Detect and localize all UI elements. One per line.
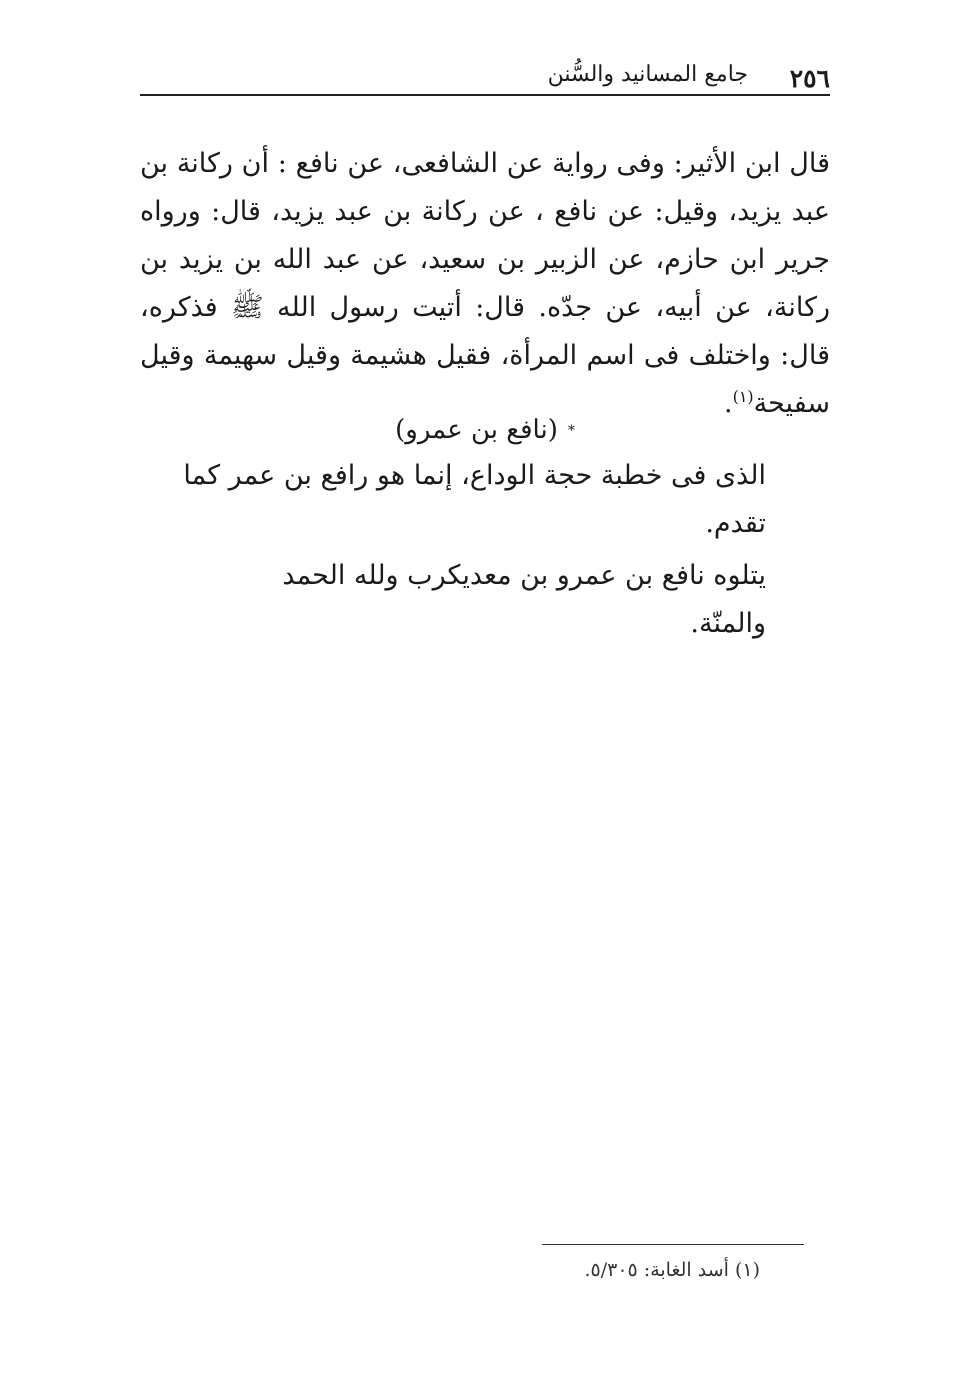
footnote-rule (542, 1244, 804, 1245)
entry-text: الذى فى خطبة حجة الوداع، إنما هو رافع بن عمر كما تقدم. (183, 460, 766, 539)
paragraph-end-mark: . (723, 388, 733, 419)
paragraph-content: قال ابن الأثير: وفى رواية عن الشافعى، عن نافع : أن ركانة بن عبد يزيد، وقيل: عن نافع ، عن ركانة بن عبد يزيد، قال: ورواه جرير ابن حازم، عن الزبير بن سعيد، عن عبد الله بن يزيد بن ركانة، عن أبيه، عن جدّه. قال: أتيت رسول الله ﷺ فذكره، قال: واختلف فى اسم المرأة، فقيل هشيمة وقيل سهيمة وقيل سفيحة (140, 148, 830, 419)
book-title: جامع المسانيد والسُّنن (547, 62, 748, 87)
footnote: (١) أسد الغابة: ٥/٣٠٥. (584, 1259, 760, 1281)
closing-text: يتلوه نافع بن عمرو بن معديكرب ولله الحمد والمنّة. (282, 560, 766, 639)
heading-text: (نافع بن عمرو) (395, 415, 558, 445)
section-heading (140, 410, 830, 451)
header-rule (140, 94, 830, 96)
paragraph-text (140, 140, 830, 428)
footnote-reference: (١) (732, 387, 754, 406)
running-header (140, 56, 830, 96)
page-number: ٢٥٦ (789, 64, 830, 93)
star-marker: * (567, 423, 575, 439)
main-paragraph (140, 140, 830, 428)
